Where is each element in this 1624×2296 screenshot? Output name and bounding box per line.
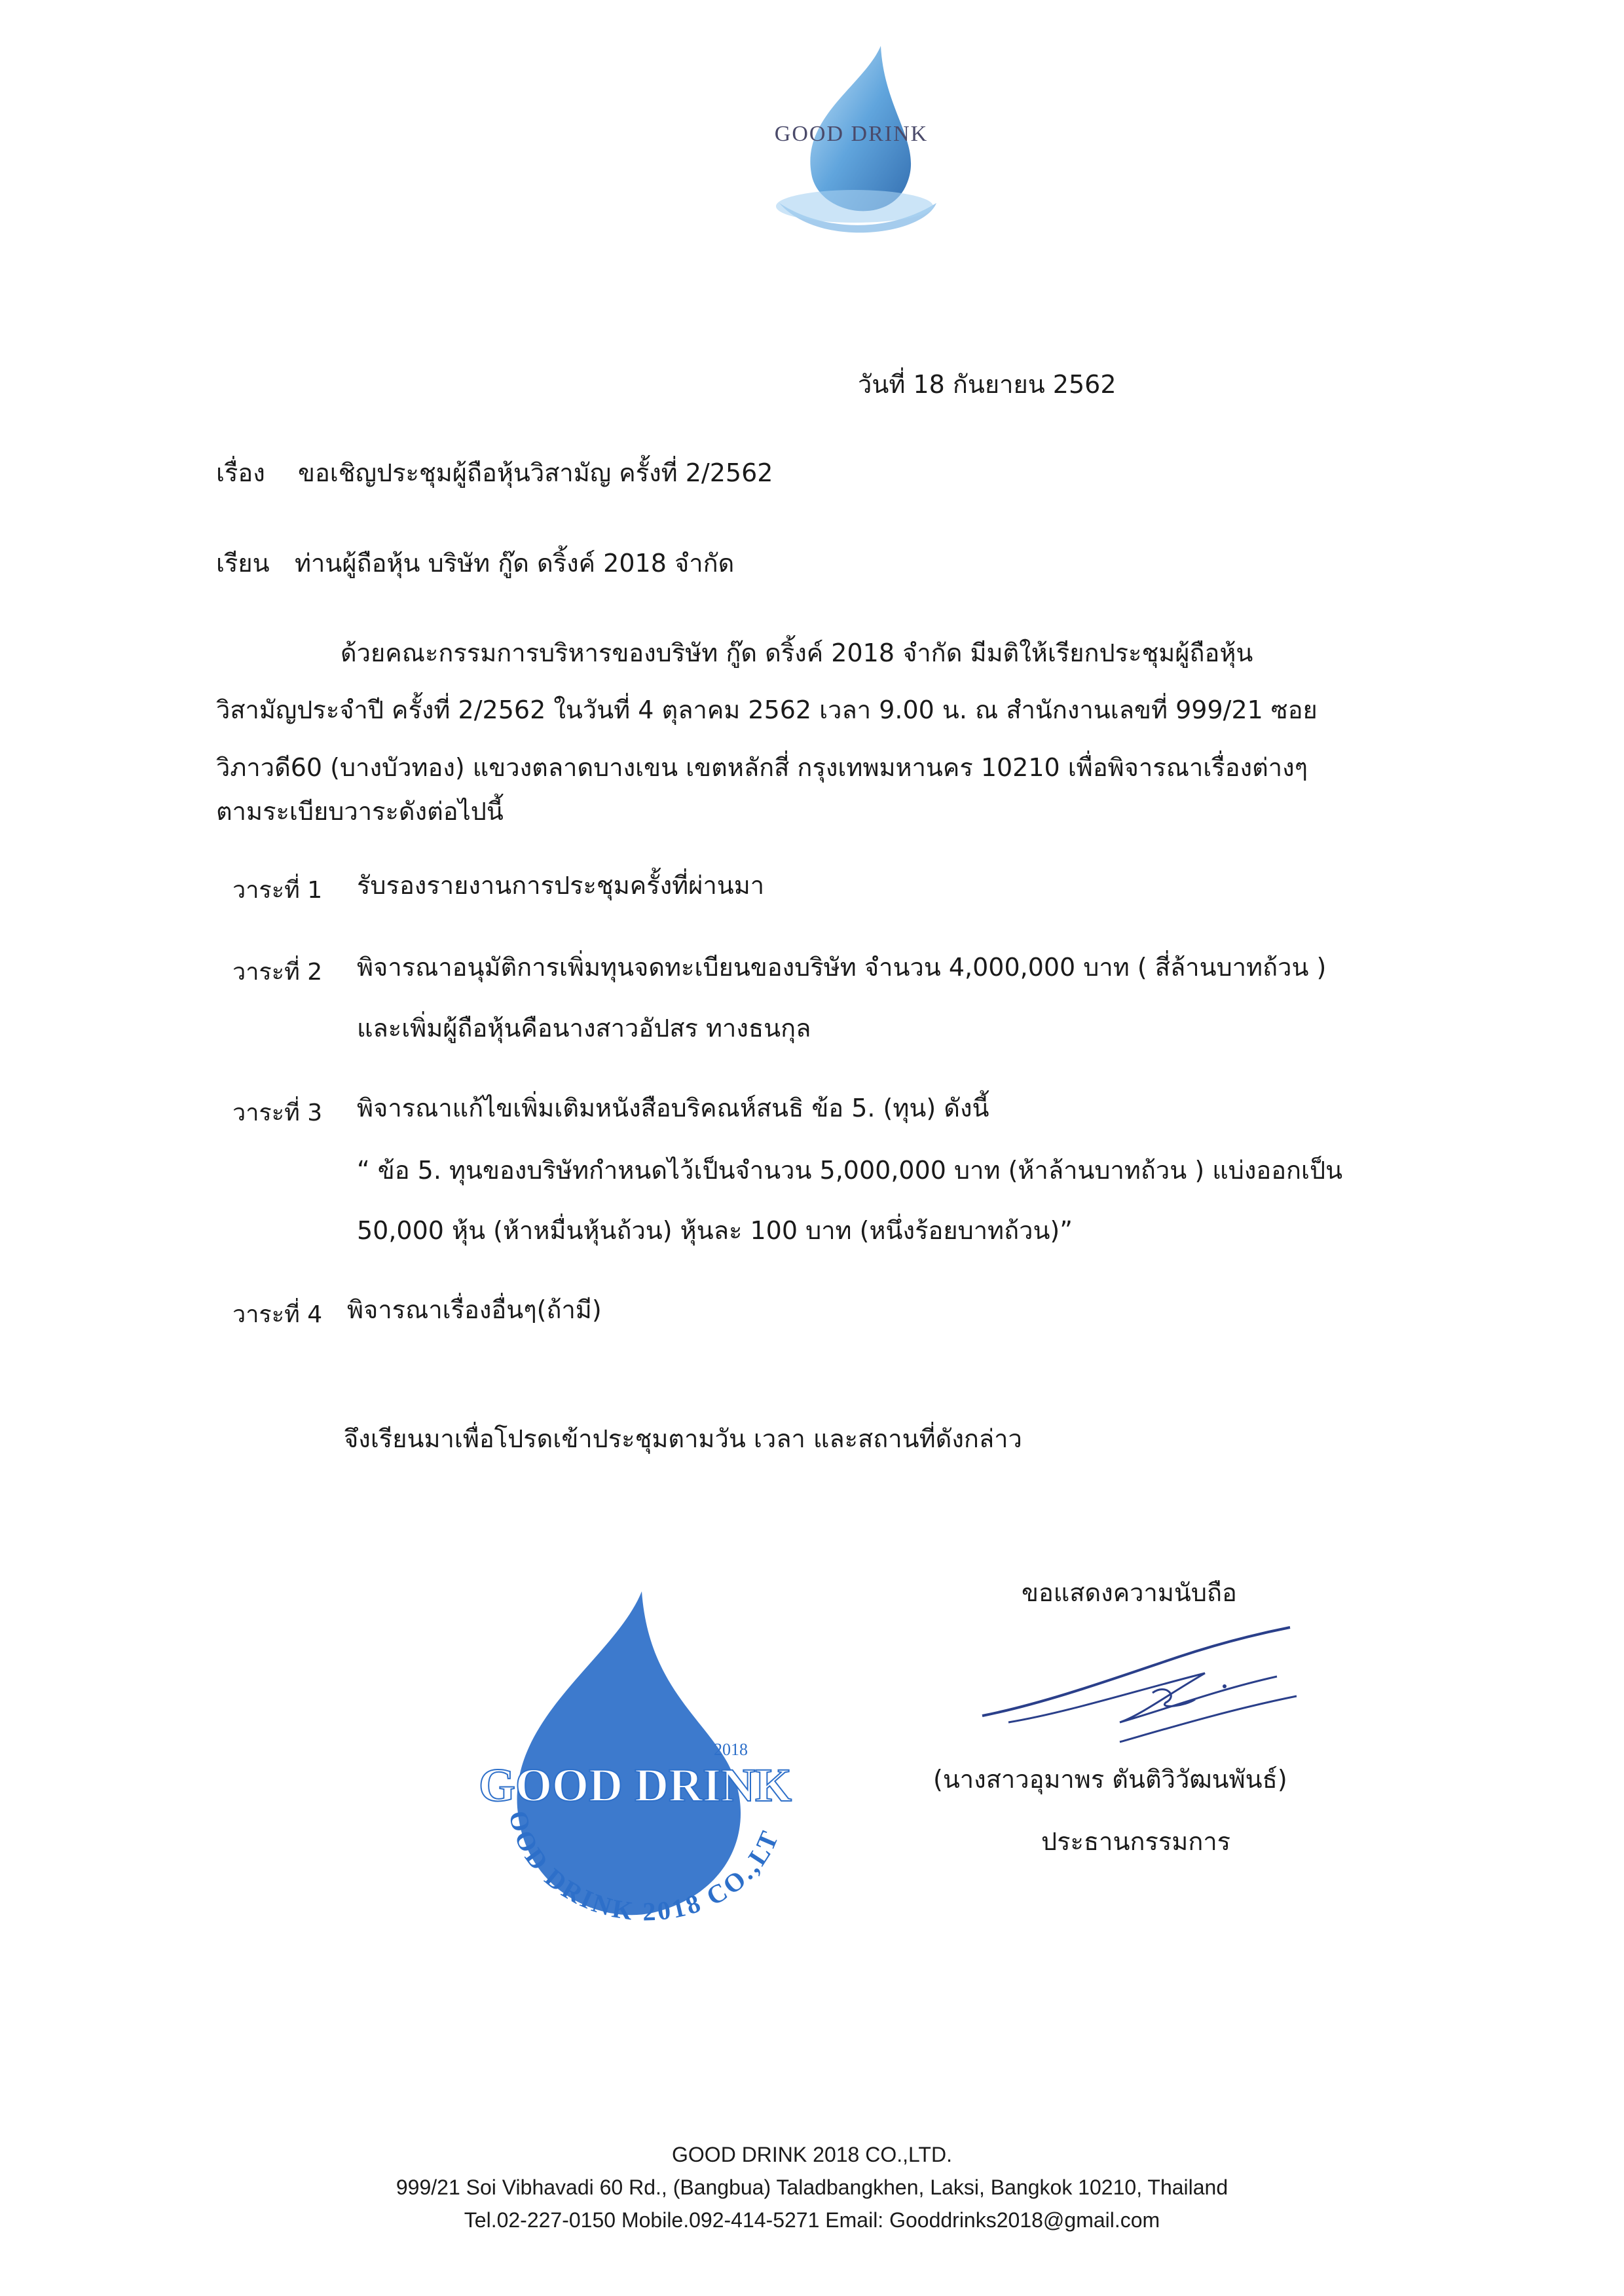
signer-name: (นางสาวอุมาพร ตันติวิวัฒนพันธ์)	[933, 1765, 1287, 1794]
agenda-number-2: วาระที่ 2	[232, 959, 323, 986]
agenda-line-3-2: “ ข้อ 5. ทุนของบริษัทกำหนดไว้เป็นจำนวน 5,000,000 บาท (ห้าล้านบาทถ้วน ) แบ่งออกเป็น	[357, 1156, 1343, 1185]
recipient-label: เรียน	[216, 549, 270, 578]
svg-text:GOOD DRINK: GOOD DRINK	[774, 122, 929, 146]
agenda-line-3-1: พิจารณาแก้ไขเพิ่มเติมหนังสือบริคณห์สนธิ ข้อ 5. (ทุน) ดังนี้	[357, 1094, 989, 1122]
signoff-text: ขอแสดงความนับถือ	[1022, 1578, 1237, 1607]
agenda-line-2-1: พิจารณาอนุมัติการเพิ่มทุนจดทะเบียนของบริษัท จำนวน 4,000,000 บาท ( สี่ล้านบาทถ้วน )	[357, 953, 1327, 982]
letter-date: วันที่ 18 กันยายน 2562	[858, 370, 1116, 399]
company-seal	[452, 1585, 805, 1952]
svg-text:GOOD DRINK: GOOD DRINK	[478, 1759, 792, 1811]
footer-address: 999/21 Soi Vibhavadi 60 Rd., (Bangbua) Taladbangkhen, Laksi, Bangkok 10210, Thailand	[396, 2176, 1228, 2199]
subject-text: ขอเชิญประชุมผู้ถือหุ้นวิสามัญ ครั้งที่ 2/2562	[298, 458, 773, 487]
agenda-number-1: วาระที่ 1	[232, 877, 323, 904]
agenda-number-3: วาระที่ 3	[232, 1100, 323, 1126]
signature	[969, 1618, 1310, 1749]
agenda-line-2-2: และเพิ่มผู้ถือหุ้นคือนางสาวอัปสร ทางธนกุล	[357, 1014, 811, 1043]
closing-sentence: จึงเรียนมาเพื่อโปรดเข้าประชุมตามวัน เวลา และสถานที่ดังกล่าว	[344, 1424, 1022, 1453]
footer-contact: Tel.02-227-0150 Mobile.092-414-5271 Email: Gooddrinks2018@gmail.com	[464, 2208, 1160, 2232]
intro-line-2: วิสามัญประจำปี ครั้งที่ 2/2562 ในวันที่ 4 ตุลาคม 2562 เวลา 9.00 น. ณ สำนักงานเลขที่ 999/21 ซอย	[216, 695, 1318, 724]
company-logo	[740, 39, 963, 249]
intro-line-3: วิภาวดี60 (บางบัวทอง) แขวงตลาดบางเขน เขตหลักสี่ กรุงเทพมหานคร 10210 เพื่อพิจารณาเรื่องต่างๆ	[216, 753, 1308, 782]
subject-label: เรื่อง	[216, 458, 265, 487]
svg-text:2018: 2018	[714, 1740, 748, 1759]
intro-line-1: ด้วยคณะกรรมการบริหารของบริษัท กู๊ด ดริ้งค์ 2018 จำกัด มีมติให้เรียกประชุมผู้ถือหุ้น	[341, 639, 1253, 667]
signer-title: ประธานกรรมการ	[1041, 1827, 1231, 1856]
agenda-line-1-1: รับรองรายงานการประชุมครั้งที่ผ่านมา	[357, 871, 765, 900]
svg-text:GOOD DRINK 2018 CO.,LTD.: OOD DRINK 2018 CO.,LT	[503, 1807, 785, 1927]
intro-line-4: ตามระเบียบวาระดังต่อไปนี้	[216, 797, 504, 826]
recipient-text: ท่านผู้ถือหุ้น บริษัท กู๊ด ดริ้งค์ 2018 จำกัด	[295, 549, 735, 578]
footer-company: GOOD DRINK 2018 CO.,LTD.	[672, 2143, 952, 2166]
agenda-line-3-3: 50,000 หุ้น (ห้าหมื่นหุ้นถ้วน) หุ้นละ 100 บาท (หนึ่งร้อยบาทถ้วน)”	[357, 1216, 1073, 1245]
agenda-line-4-1: พิจารณาเรื่องอื่นๆ(ถ้ามี)	[347, 1295, 602, 1324]
water-drop-icon	[740, 39, 963, 249]
seal-drop-icon	[452, 1585, 805, 1952]
agenda-number-4: วาระที่ 4	[232, 1301, 323, 1328]
